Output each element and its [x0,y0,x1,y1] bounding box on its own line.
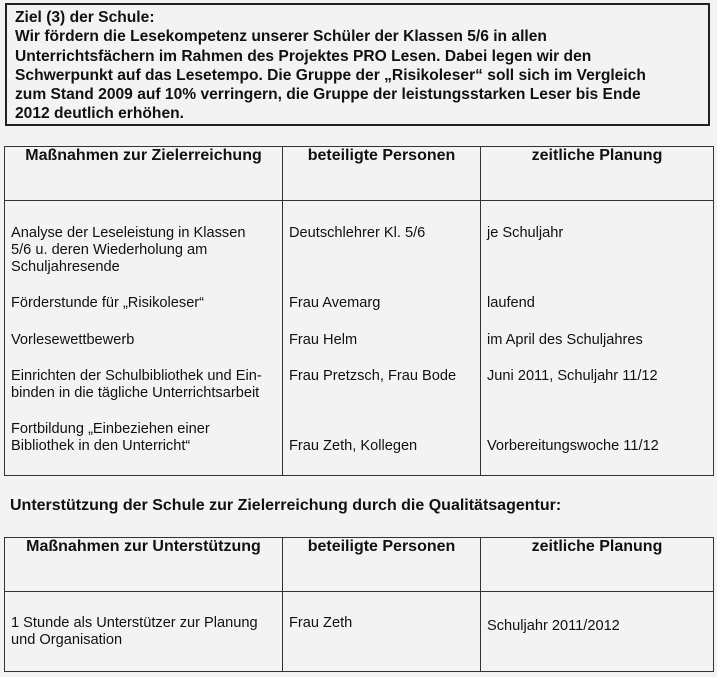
measure-text: Bibliothek in den Unterricht“ [11,438,191,454]
goal-text-line: zum Stand 2009 auf 10% verringern, die Gruppe der leistungsstarken Leser bis Ende [15,86,641,104]
measure-text: binden in die tägliche Unterrichtsarbeit [11,385,260,401]
goal-text-line: Schwerpunkt auf das Lesetempo. Die Gruppe der „Risikoleser“ soll sich im Vergleich [15,66,646,84]
measures-table-header [5,147,714,201]
support-measure-text: und Organisation [11,632,123,648]
header-measures: Maßnahmen zur Zielerreichung [5,147,283,201]
goal-text-line: 2012 deutlich erhöhen. [15,105,184,123]
goal-text-line: Unterrichtsfächern im Rahmen des Projektes PRO Lesen. Dabei legen wir den [15,47,592,65]
measure-text: Einrichten der Schulbibliothek und Ein- [11,368,262,384]
header-persons: beteiligte Personen [283,147,481,201]
goal-heading: Ziel (3) der Schule: [15,9,155,26]
school-goal-box [5,3,710,126]
goal-text-line: Wir fördern die Lesekompetenz unserer Schüler der Klassen 5/6 in allen [15,28,547,46]
support-schedule-text: Schuljahr 2011/2012 [487,618,620,634]
measure-text: Fortbildung „Einbeziehen einer [11,421,210,437]
header-support-persons: beteiligte Personen [283,538,481,592]
person-text: Frau Pretzsch, Frau Bode [289,368,457,384]
measure-text: Schuljahresende [11,259,120,275]
support-person-text: Frau Zeth [289,615,353,631]
measure-text: 5/6 u. deren Wiederholung am [11,242,208,258]
support-section-title: Unterstützung der Schule zur Zielerreichung durch die Qualitätsagentur: [10,497,562,514]
measure-text: Förderstunde für „Risikoleser“ [11,295,205,311]
schedule-text: im April des Schuljahres [487,332,643,348]
support-schedule-column [481,592,714,672]
measure-text: Vorlesewettbewerb [11,332,135,348]
support-table-body [5,592,714,672]
measures-column [5,201,283,476]
schedule-text: Juni 2011, Schuljahr 11/12 [487,368,658,384]
measure-text: Analyse der Leseleistung in Klassen [11,225,246,241]
measures-table [4,146,714,476]
person-text: Deutschlehrer Kl. 5/6 [289,225,426,241]
support-measures-column [5,592,283,672]
persons-column [283,201,481,476]
schedule-column [481,201,714,476]
support-persons-column [283,592,481,672]
header-support-schedule: zeitliche Planung [481,538,714,592]
schedule-text: Vorbereitungswoche 11/12 [487,438,659,454]
measures-table-body [5,201,714,476]
person-text: Frau Helm [289,332,358,348]
person-text: Frau Zeth, Kollegen [289,438,418,454]
header-schedule: zeitliche Planung [481,147,714,201]
schedule-text: laufend [487,295,535,311]
support-table [4,537,714,672]
support-measure-text: 1 Stunde als Unterstützer zur Planung [11,615,258,631]
person-text: Frau Avemarg [289,295,381,311]
header-support-measures: Maßnahmen zur Unterstützung [5,538,283,592]
schedule-text: je Schuljahr [487,225,564,241]
support-table-header [5,538,714,592]
